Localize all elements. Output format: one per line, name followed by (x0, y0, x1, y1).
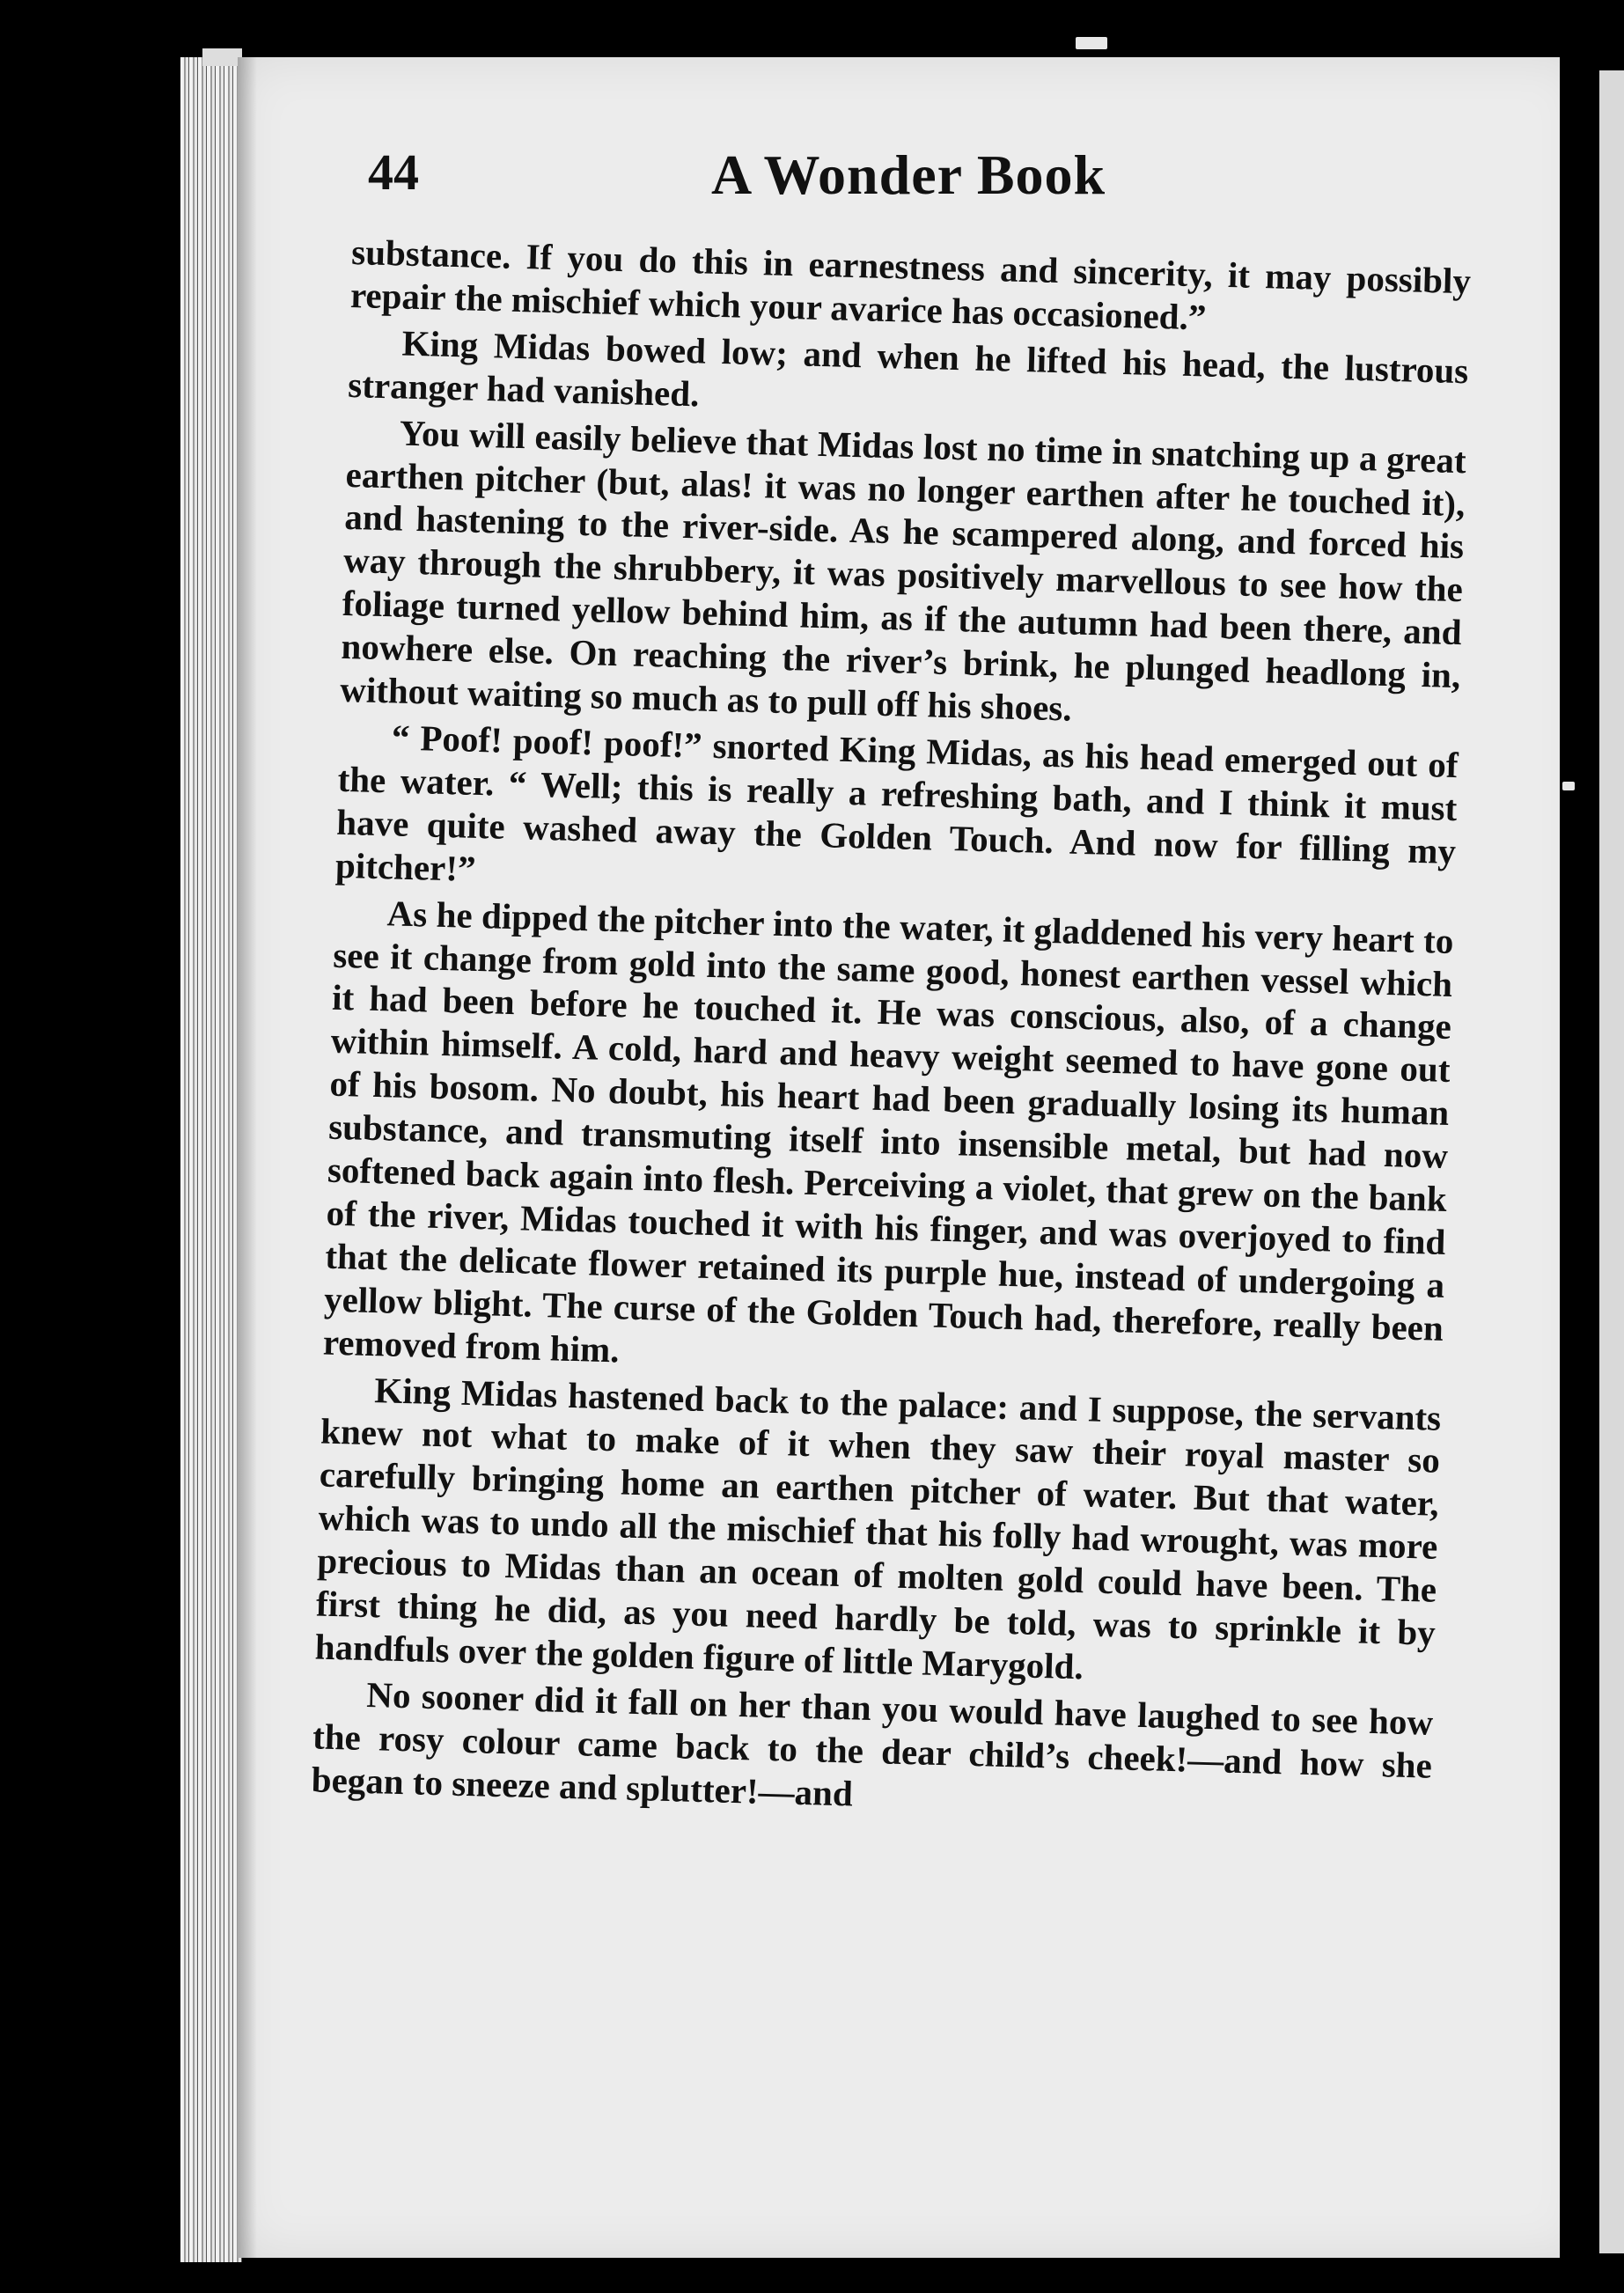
paragraph: You will easily believe that Midas lost no time in snatching up a great earthen pitcher (but, alas! it was no longer earthen after he touched it), and hastening to the river-side. As he scampered along, and forced his way through the shrubbery, it was positively marvellous to see how the foliage turned yellow behind him, as if the autumn had been there, and nowhere else. On reaching the river’s brink, he plunged headlong in, without waiting so much as to pull off his shoes. (339, 412, 1467, 729)
adjacent-page-edge (1599, 70, 1624, 2253)
scan-speck (1562, 782, 1575, 790)
scan-speck (1076, 37, 1107, 49)
paragraph: No sooner did it fall on her than you would have laughed to see how the rosy colour came back to the dear child’s cheek!—and how she began to sneeze and splutter!—and (311, 1673, 1434, 1814)
paragraph: King Midas hastened back to the palace: and I suppose, the servants knew not what to make of it when they saw their royal master so carefully bringing home an earthen pitcher of water. But that water, which was to undo all the mischief that his folly had wrought, was more precious to Midas than an ocean of molten gold could have been. The first thing he did, as you need hardly be told, was to sprinkle it by handfuls over the golden figure of little Marygold. (314, 1369, 1442, 1687)
page-edges (180, 57, 242, 2262)
book-title: A Wonder Book (711, 143, 1106, 206)
page-gutter-shadow (238, 57, 257, 2258)
running-head (368, 143, 1125, 213)
paragraph: King Midas bowed low; and when he lifted his head, the lustrous stranger had vanished. (347, 322, 1469, 415)
paragraph: “ Poof! poof! poof!” snorted King Midas, as his head emerged out of the water. “ Well; this is really a refreshing bath, and I think it must have quite washed away the Golden Touch. And now for filling my pitcher!” (334, 717, 1459, 889)
page-edges-top (202, 48, 242, 66)
paragraph: substance. If you do this in earnestness and sincerity, it may possibly repair the mischief which your avarice has occasioned.” (349, 231, 1472, 338)
page-number: 44 (368, 143, 419, 201)
spine-gap (1560, 53, 1599, 2271)
paragraph: As he dipped the pitcher into the water, it gladdened his very heart to see it change from gold into the same good, honest earthen vessel which it had been before he touched it. He was conscious, also, of a change within himself. A cold, hard and heavy weight seemed to have gone out of his bosom. No doubt, his heart had been gradually losing its human substance, and transmuting itself into insensible metal, but had now softened back again into flesh. Perceiving a violet, that grew on the bank of the river, Midas touched it with his finger, and was overjoyed to find that the delicate flower retained its purple hue, instead of undergoing a yellow blight. The curse of the Golden Touch had, therefore, really been removed from him. (322, 892, 1454, 1371)
body-text (311, 231, 1471, 1830)
